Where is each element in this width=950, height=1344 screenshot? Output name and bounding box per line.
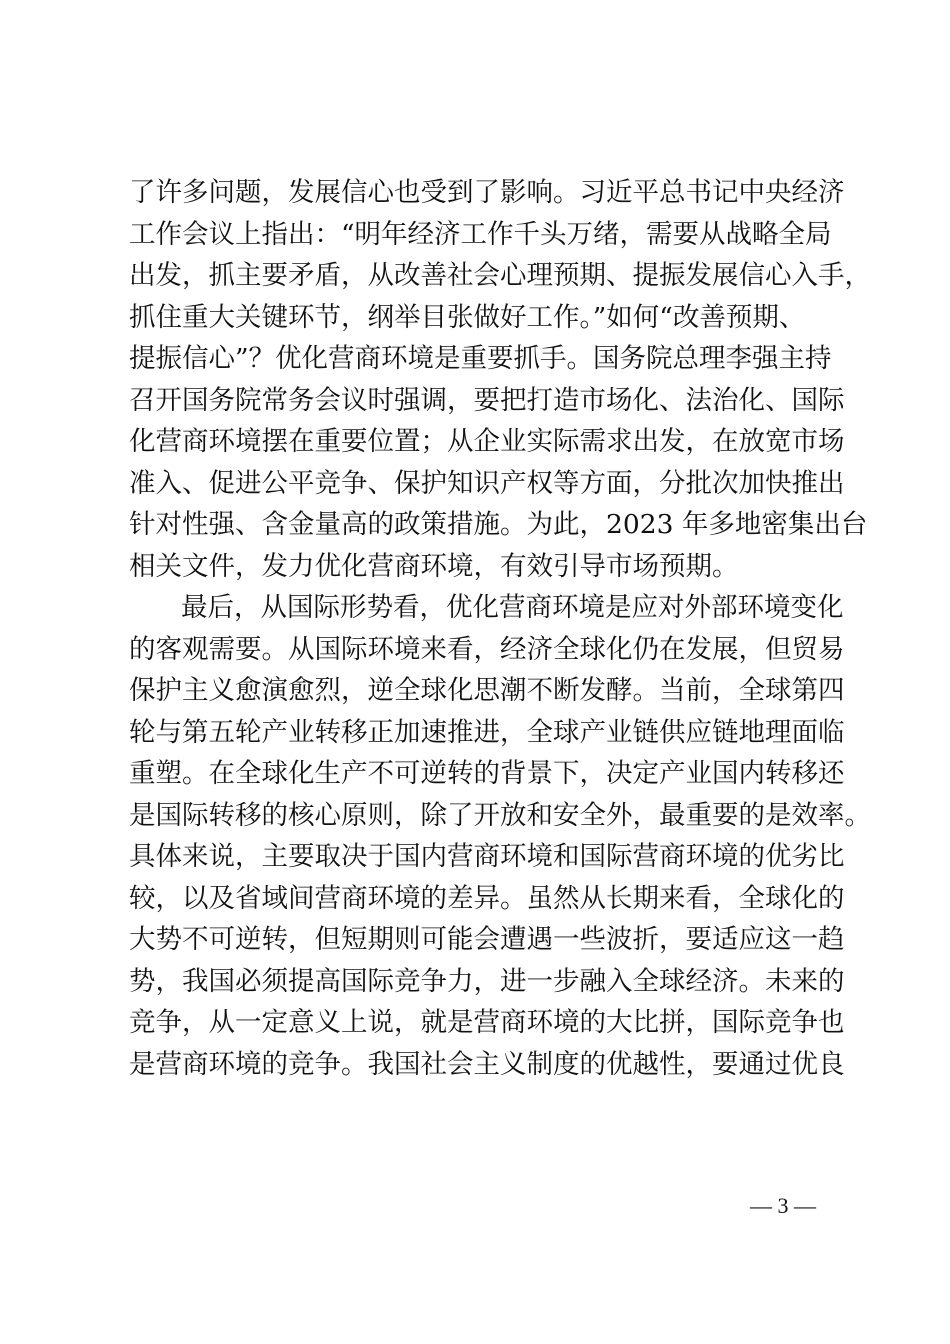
text-line: 势，我国必须提高国际竞争力，进一步融入全球经济。未来的: [129, 965, 845, 997]
text-line: 竞争，从一定意义上说，就是营商环境的大比拼，国际竞争也: [129, 1007, 845, 1038]
text-line: 相关文件，发力优化营商环境，有效引导市场预期。: [129, 550, 739, 582]
text-line: 是营商环境的竞争。我国社会主义制度的优越性，要通过优良: [129, 1048, 845, 1080]
text-line: 最后，从国际形势看，优化营商环境是应对外部环境变化: [181, 592, 844, 623]
text-line: 工作会议上指出：“明年经济工作千头万绪，需要从战略全局: [129, 218, 832, 250]
text-line: 了许多问题，发展信心也受到了影响。习近平总书记中央经济: [129, 177, 845, 208]
text-line: 针对性强、含金量高的政策措施。为此，2023 年多地密集出台: [129, 509, 868, 540]
text-line: 出发，抓主要矛盾，从改善社会心理预期、提振发展信心入手，: [129, 260, 871, 291]
text-line: 保护主义愈演愈烈，逆全球化思潮不断发酵。当前，全球第四: [129, 675, 845, 706]
text-line: 召开国务院常务会议时强调，要把打造市场化、法治化、国际: [129, 384, 845, 416]
text-line: 提振信心”？优化营商环境是重要抓手。国务院总理李强主持: [129, 343, 832, 374]
text-line: 较，以及省域间营商环境的差异。虽然从长期来看，全球化的: [129, 882, 845, 914]
page-number: — 3 —: [750, 1193, 816, 1218]
body-text: [129, 172, 871, 1085]
text-line: 轮与第五轮产业转移正加速推进，全球产业链供应链地理面临: [129, 716, 845, 748]
text-line: 的客观需要。从国际环境来看，经济全球化仍在发展，但贸易: [129, 633, 845, 665]
text-line: 抓住重大关键环节，纲举目张做好工作。”如何“改善预期、: [129, 301, 806, 333]
text-line: 准入、促进公平竞争、保护知识产权等方面，分批次加快推出: [129, 467, 845, 499]
text-line: 具体来说，主要取决于国内营商环境和国际营商环境的优劣比: [129, 841, 845, 872]
text-line: 重塑。在全球化生产不可逆转的背景下，决定产业国内转移还: [129, 758, 845, 789]
text-line: 化营商环境摆在重要位置；从企业实际需求出发，在放宽市场: [129, 426, 845, 457]
text-line: 大势不可逆转，但短期则可能会遭遇一些波折，要适应这一趋: [129, 924, 845, 955]
text-line: 是国际转移的核心原则，除了开放和安全外，最重要的是效率。: [129, 799, 871, 831]
